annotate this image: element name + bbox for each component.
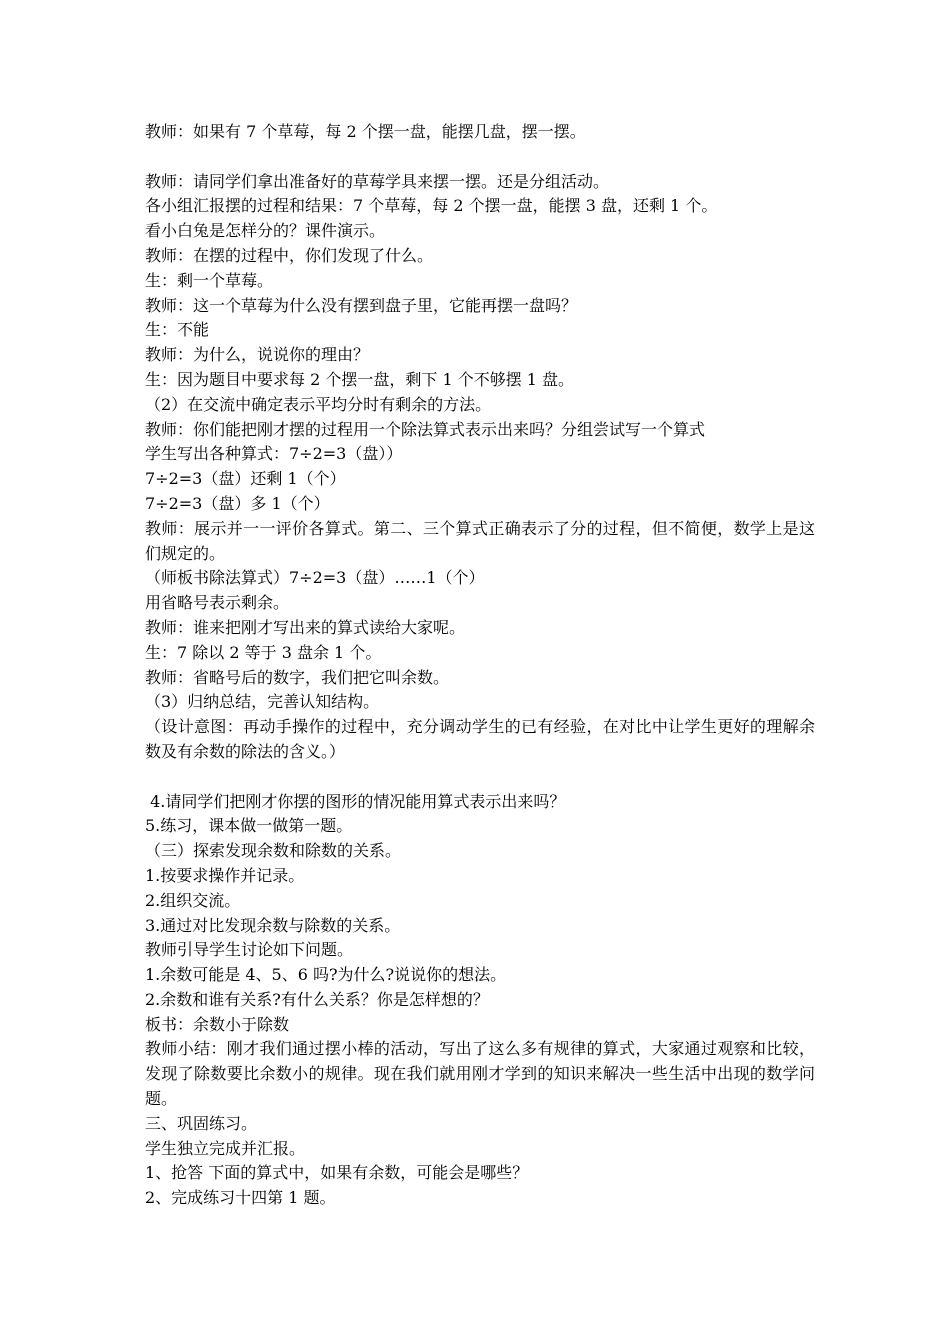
text-line: 生：剩一个草莓。 [145, 270, 274, 290]
text-paragraph: 教师：展示并一一评价各算式。第二、三个算式正确表示了分的过程，但不简便，数学上是这们规定的。 [145, 518, 815, 563]
document-body [145, 120, 815, 1211]
text-line: 学生独立完成并汇报。 [145, 1138, 306, 1158]
text-line: 4.请同学们把刚才你摆的图形的情况能用算式表示出来吗？ [145, 791, 566, 811]
text-line: 1.余数可能是 4、5、6 吗?为什么?说说你的想法。 [145, 965, 507, 985]
text-line: 各小组汇报摆的过程和结果：7 个草莓，每 2 个摆一盘，能摆 3 盘，还剩 1 个。 [145, 196, 718, 216]
text-line: 看小白兔是怎样分的？课件演示。 [145, 221, 386, 241]
text-paragraph: （设计意图：再动手操作的过程中，充分调动学生的已有经验，在对比中让学生更好的理解余数及有余数的除法的含义。） [145, 717, 815, 761]
text-line: 2.组织交流。 [145, 890, 241, 910]
text-line: 生：不能 [145, 320, 210, 340]
text-line: 2.余数和谁有关系?有什么关系？你是怎样想的？ [145, 989, 489, 1009]
text-line: 生：因为题目中要求每 2 个摆一盘，剩下 1 个不够摆 1 盘。 [145, 369, 575, 389]
text-line: 板书：余数小于除数 [145, 1014, 290, 1034]
text-line: 1、抢答 下面的算式中，如果有余数，可能会是哪些？ [145, 1163, 529, 1183]
text-line: 教师：你们能把刚才摆的过程用一个除法算式表示出来吗？分组尝试写一个算式 [145, 419, 706, 439]
text-line: （师板书除法算式）7÷2=3（盘）……1（个） [145, 568, 485, 588]
text-line: 教师：在摆的过程中，你们发现了什么。 [145, 245, 434, 265]
text-line: 用省略号表示剩余。 [145, 593, 290, 613]
text-line: （3）归纳总结，完善认知结构。 [145, 692, 380, 712]
text-line: 教师：为什么，说说你的理由？ [145, 345, 370, 365]
text-line: 教师：这一个草莓为什么没有摆到盘子里，它能再摆一盘吗？ [145, 295, 578, 315]
text-line: 教师：如果有 7 个草莓，每 2 个摆一盘，能摆几盘，摆一摆。 [145, 122, 586, 141]
text-line: 3.通过对比发现余数与除数的关系。 [145, 915, 401, 935]
text-line: （2）在交流中确定表示平均分时有剩余的方法。 [145, 394, 492, 414]
text-line: 7÷2=3（盘）多 1（个） [145, 493, 330, 513]
blank-line [145, 765, 815, 790]
text-line: 三、巩固练习。 [145, 1113, 258, 1133]
text-line: 学生写出各种算式：7÷2=3（盘）） [145, 444, 403, 464]
text-line: 生：7 除以 2 等于 3 盘余 1 个。 [145, 642, 382, 662]
text-line: 7÷2=3（盘）还剩 1（个） [145, 469, 346, 489]
text-line: 5.练习，课本做一做第一题。 [145, 816, 353, 836]
text-line: （三）探索发现余数和除数的关系。 [145, 841, 402, 861]
text-line: 教师引导学生讨论如下问题。 [145, 940, 354, 960]
text-line: 教师：请同学们拿出准备好的草莓学具来摆一摆。还是分组活动。 [145, 171, 610, 191]
text-line: 2、完成练习十四第 1 题。 [145, 1188, 336, 1208]
text-line: 教师：省略号后的数字，我们把它叫余数。 [145, 667, 450, 687]
text-paragraph: 教师小结：刚才我们通过摆小棒的活动，写出了这么多有规律的算式，大家通过观察和比较，发现了除数要比余数小的规律。现在我们就用刚才学到的知识来解决一些生活中出现的数学问题。 [145, 1039, 815, 1109]
text-line: 教师：谁来把刚才写出来的算式读给大家呢。 [145, 617, 466, 637]
blank-line [145, 145, 815, 170]
text-line: 1.按要求操作并记录。 [145, 865, 305, 885]
